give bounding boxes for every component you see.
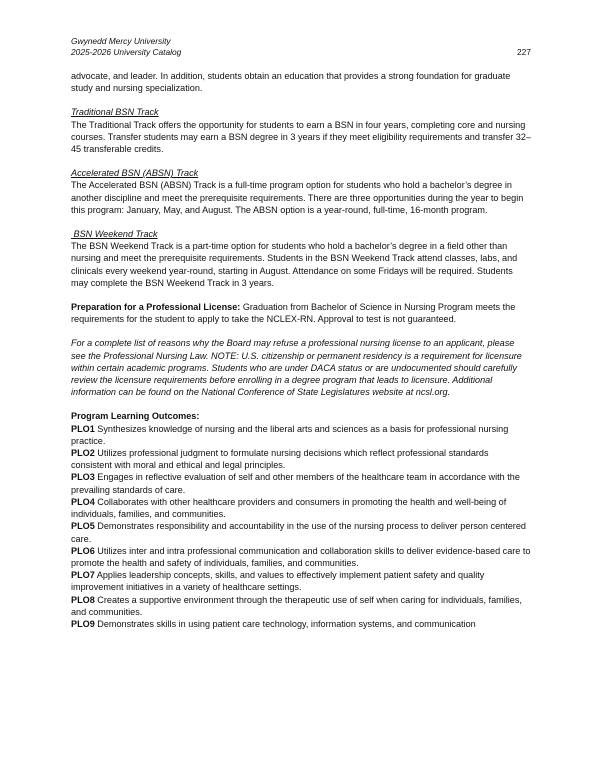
track-heading: Accelerated BSN (ABSN) Track [71, 168, 199, 179]
outcome-text: Utilizes inter and intra professional communication and collaboration skills to deliver evidence-based care to promote the health and safety of individuals, families, and communities. [71, 545, 531, 568]
track-heading: BSN Weekend Track [71, 229, 158, 240]
outcome-code: PLO2 [71, 448, 95, 459]
outcome-item [71, 520, 531, 544]
outcome-code: PLO7 [71, 570, 95, 581]
outcome-text: Synthesizes knowledge of nursing and the liberal arts and sciences as a basis for professional nursing practice. [71, 423, 509, 446]
license-paragraph [71, 301, 531, 325]
outcome-item [71, 545, 531, 569]
outcome-item [71, 594, 531, 618]
outcome-text: Demonstrates skills in using patient care technology, information systems, and communication [94, 618, 476, 629]
track-weekend [71, 228, 531, 289]
outcome-code: PLO1 [71, 423, 95, 434]
outcome-text: Creates a supportive environment through the therapeutic use of self when caring for individuals, families, and communities. [71, 594, 522, 617]
outcome-text: Engages in reflective evaluation of self and other members of the healthcare team in accordance with the prevailing standards of care. [71, 472, 520, 495]
catalog-title: 2025-2026 University Catalog [71, 47, 182, 57]
outcome-code: PLO4 [71, 496, 95, 507]
outcome-item [71, 618, 531, 630]
license-label: Preparation for a Professional License: [71, 302, 241, 313]
institution-name: Gwynedd Mercy University [71, 36, 171, 46]
track-accelerated [71, 167, 531, 216]
outcome-code: PLO6 [71, 545, 95, 556]
outcome-text: Utilizes professional judgment to formulate nursing decisions which reflect professional standards consistent with moral and ethical and legal principles. [71, 448, 489, 471]
outcome-item [71, 447, 531, 471]
outcome-item [71, 569, 531, 593]
track-heading: Traditional BSN Track [71, 107, 159, 118]
outcome-code: PLO9 [71, 618, 95, 629]
outcome-text: Applies leadership concepts, skills, and values to effectively implement patient safety and quality improvement initiatives in a variety of healthcare settings. [71, 570, 485, 593]
track-body: The BSN Weekend Track is a part-time option for students who hold a bachelor’s degree in a field other than nursing and meet the prerequisite requirements. Students in the BSN Weekend Track attend classes, labs, and clinicals every weekend year-round, starting in August. Attendance on some Fridays will be required. Students may complete the BSN Weekend Track in 3 years. [71, 241, 518, 288]
outcome-code: PLO5 [71, 521, 95, 532]
license-note: For a complete list of reasons why the Board may refuse a professional nursing license to an applicant, please see the Professional Nursing Law. NOTE: U.S. citizenship or permanent residency is a requirement for licensure within certain academic programs. Students who are under DACA status or are undocumented should carefully review the licensure requirements before enrolling in a degree program that leads to licensure. Additional information can be found on the National Conference of State Legislatures website at ncsl.org. [71, 338, 522, 398]
outcome-item [71, 471, 531, 495]
outcome-code: PLO8 [71, 594, 95, 605]
track-traditional [71, 106, 531, 155]
intro-continuation: advocate, and leader. In addition, students obtain an education that provides a strong foundation for graduate study and nursing specialization. [71, 71, 511, 94]
page-number: 227 [517, 47, 531, 57]
page-content [71, 70, 531, 630]
outcome-code: PLO3 [71, 472, 95, 483]
program-learning-outcomes [71, 410, 531, 630]
outcome-text: Collaborates with other healthcare providers and consumers in promoting the health and well-being of individuals, families, and communities. [71, 496, 507, 520]
outcomes-heading: Program Learning Outcomes: [71, 411, 200, 422]
outcome-item [71, 423, 531, 447]
outcome-text: Demonstrates responsibility and accountability in the use of the nursing process to deliver person centered care. [71, 521, 526, 544]
page-header [71, 36, 531, 58]
outcome-item [71, 496, 531, 520]
track-body: The Traditional Track offers the opportunity for students to earn a BSN in four years, completing core and nursing courses. Transfer students may earn a BSN degree in 3 years if they meet eligibility requirements and transfer 32–45 transferable credits. [71, 119, 531, 155]
track-body: The Accelerated BSN (ABSN) Track is a full-time program option for students who hold a bachelor’s degree in another discipline and meet the prerequisite requirements. There are three opportunities during the year to begin this program: January, May, and August. The ABSN option is a year-round, full-time, 16-month program. [71, 180, 524, 215]
license-text: Graduation from Bachelor of Science in Nursing Program meets the requirements for the student to apply to take the NCLEX-RN. Approval to test is not guaranteed. [71, 302, 516, 325]
